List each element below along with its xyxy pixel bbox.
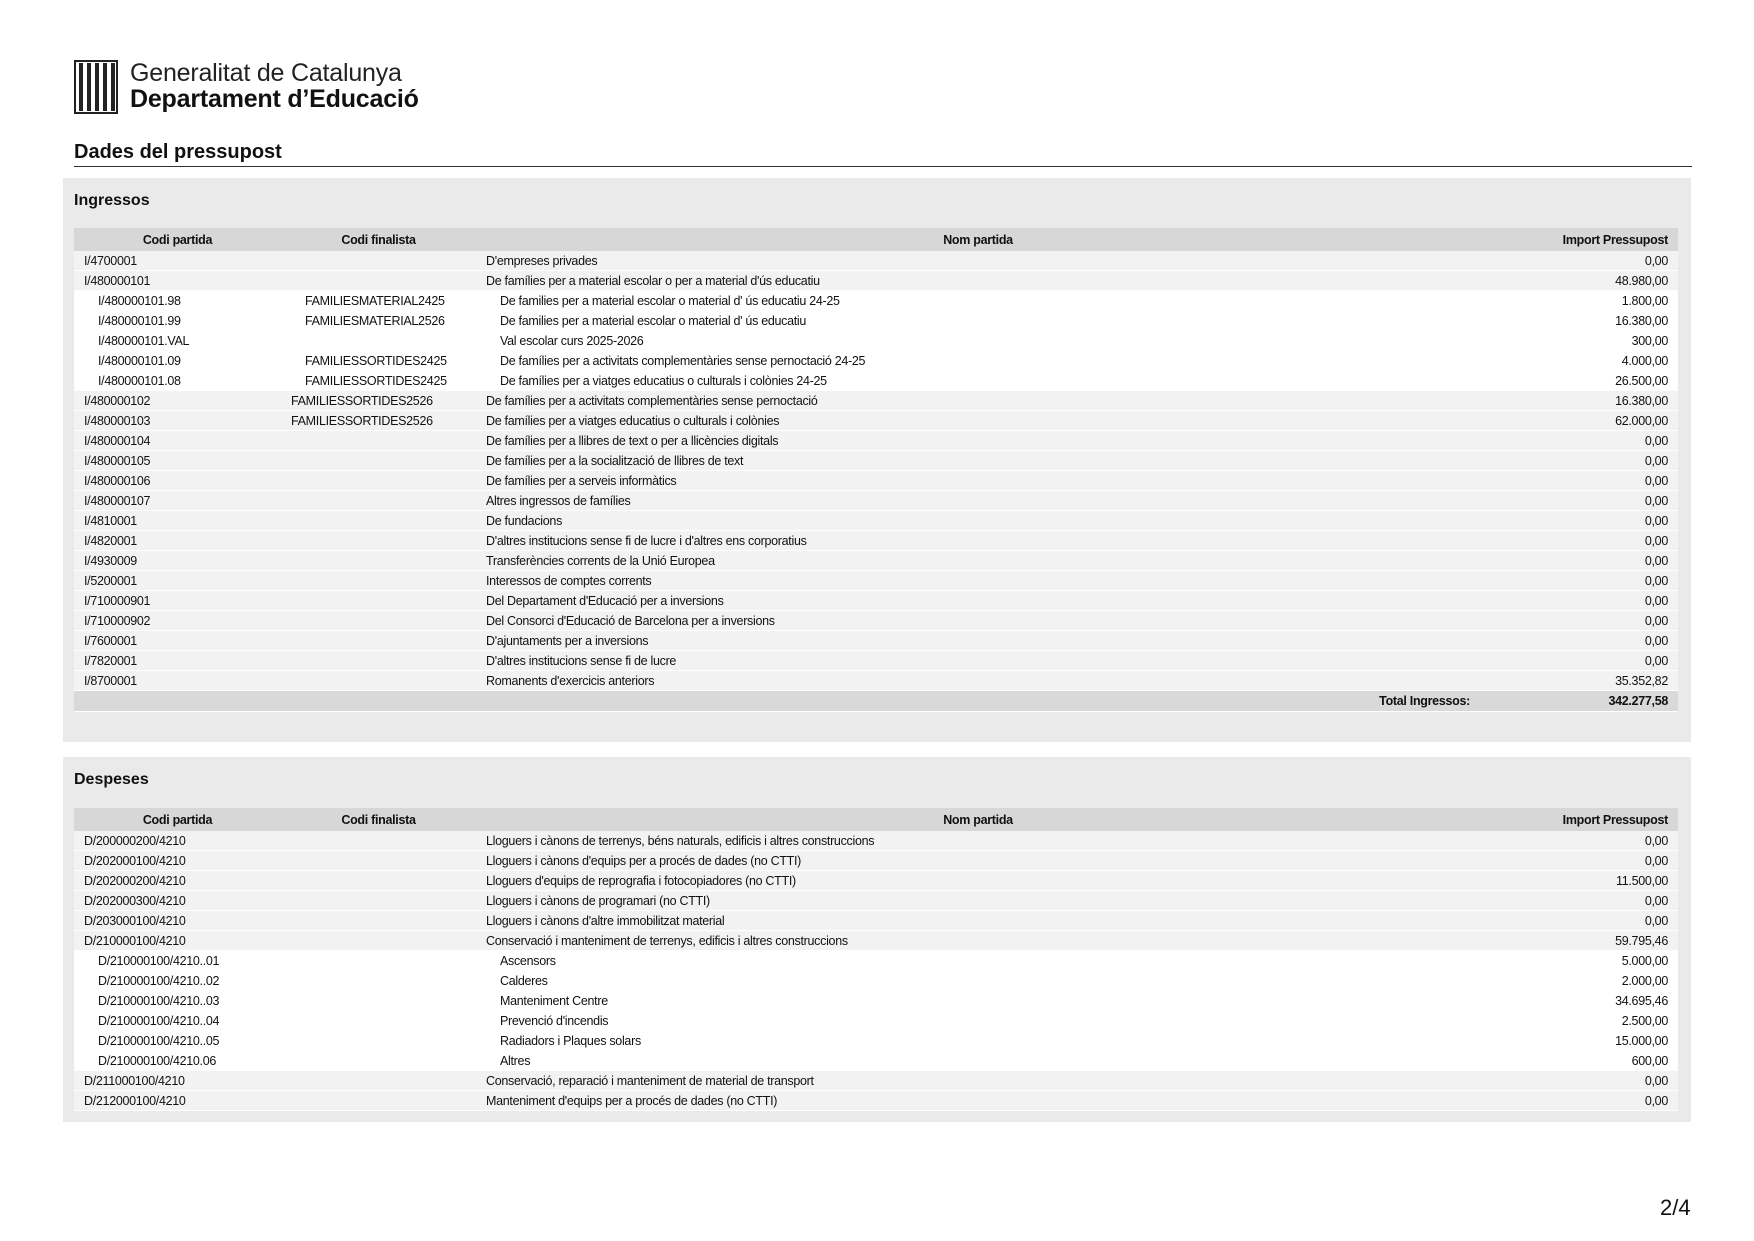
- cell-finalist: [281, 871, 476, 891]
- cell-name: De families per a material escolar o material d' ús educatiu 24-25: [476, 291, 1480, 311]
- cell-amount: 0,00: [1480, 651, 1678, 671]
- cell-name: D'empreses privades: [476, 251, 1480, 271]
- cell-name: Del Departament d'Educació per a inversions: [476, 591, 1480, 611]
- cell-code: D/210000100/4210..02: [74, 971, 281, 991]
- cell-name: D'altres institucions sense fi de lucre i d'altres ens corporatius: [476, 531, 1480, 551]
- cell-code: D/210000100/4210..05: [74, 1031, 281, 1051]
- cell-finalist: [281, 851, 476, 871]
- cell-finalist: [281, 491, 476, 511]
- cell-finalist: [281, 471, 476, 491]
- table-row: [74, 991, 1678, 1011]
- cell-name: Lloguers i cànons d'equips per a procés de dades (no CTTI): [476, 851, 1480, 871]
- cell-code: I/480000101.98: [74, 291, 281, 311]
- cell-code: D/202000200/4210: [74, 871, 281, 891]
- table-row: [74, 531, 1678, 551]
- page-title: Dades del pressupost: [74, 141, 1692, 167]
- cell-code: D/212000100/4210: [74, 1091, 281, 1111]
- cell-code: D/210000100/4210..01: [74, 951, 281, 971]
- total-spacer: [281, 691, 476, 712]
- cell-code: I/480000106: [74, 471, 281, 491]
- cell-finalist: [281, 1031, 476, 1051]
- cell-code: I/4820001: [74, 531, 281, 551]
- cell-amount: 0,00: [1480, 511, 1678, 531]
- table-row: [74, 971, 1678, 991]
- cell-finalist: [281, 331, 476, 351]
- table-row: [74, 931, 1678, 951]
- cell-finalist: [281, 931, 476, 951]
- cell-finalist: [281, 571, 476, 591]
- cell-code: I/480000101: [74, 271, 281, 291]
- page-number: 2/4: [1660, 1195, 1691, 1220]
- cell-code: D/210000100/4210..04: [74, 1011, 281, 1031]
- cell-finalist: FAMILIESMATERIAL2526: [281, 311, 476, 331]
- cell-amount: 0,00: [1480, 471, 1678, 491]
- cell-name: De famílies per a la socialització de llibres de text: [476, 451, 1480, 471]
- cell-amount: 0,00: [1480, 1091, 1678, 1111]
- cell-name: Prevenció d'incendis: [476, 1011, 1480, 1031]
- cell-code: D/203000100/4210: [74, 911, 281, 931]
- table-row: [74, 331, 1678, 351]
- table-header-row: [74, 808, 1678, 831]
- cell-amount: 34.695,46: [1480, 991, 1678, 1011]
- cell-name: Calderes: [476, 971, 1480, 991]
- cell-amount: 0,00: [1480, 431, 1678, 451]
- cell-code: D/210000100/4210.06: [74, 1051, 281, 1071]
- cell-finalist: [281, 591, 476, 611]
- cell-amount: 2.500,00: [1480, 1011, 1678, 1031]
- table-row: [74, 1011, 1678, 1031]
- cell-code: D/210000100/4210: [74, 931, 281, 951]
- cell-amount: 2.000,00: [1480, 971, 1678, 991]
- cell-amount: 59.795,46: [1480, 931, 1678, 951]
- income-table: [74, 228, 1678, 712]
- cell-finalist: [281, 551, 476, 571]
- cell-finalist: [281, 251, 476, 271]
- cell-finalist: FAMILIESSORTIDES2425: [281, 371, 476, 391]
- table-row: [74, 911, 1678, 931]
- cell-code: I/480000101.VAL: [74, 331, 281, 351]
- expenses-section: [63, 757, 1691, 1122]
- table-row: [74, 591, 1678, 611]
- cell-amount: 0,00: [1480, 451, 1678, 471]
- table-row: [74, 411, 1678, 431]
- cell-name: De famílies per a viatges educatius o culturals i colònies: [476, 411, 1480, 431]
- cell-code: I/480000104: [74, 431, 281, 451]
- cell-finalist: FAMILIESSORTIDES2526: [281, 391, 476, 411]
- cell-name: De famílies per a viatges educatius o culturals i colònies 24-25: [476, 371, 1480, 391]
- cell-name: Romanents d'exercicis anteriors: [476, 671, 1480, 691]
- column-header-name: Nom partida: [476, 808, 1480, 831]
- cell-amount: 0,00: [1480, 611, 1678, 631]
- cell-name: De famílies per a llibres de text o per a llicències digitals: [476, 431, 1480, 451]
- cell-name: Interessos de comptes corrents: [476, 571, 1480, 591]
- cell-amount: 62.000,00: [1480, 411, 1678, 431]
- cell-name: Lloguers i cànons d'altre immobilitzat material: [476, 911, 1480, 931]
- cell-finalist: [281, 1071, 476, 1091]
- cell-name: Conservació i manteniment de terrenys, edificis i altres construccions: [476, 931, 1480, 951]
- table-row: [74, 891, 1678, 911]
- cell-finalist: [281, 991, 476, 1011]
- cell-finalist: [281, 651, 476, 671]
- cell-finalist: FAMILIESMATERIAL2425: [281, 291, 476, 311]
- column-header-name: Nom partida: [476, 228, 1480, 251]
- cell-name: D'ajuntaments per a inversions: [476, 631, 1480, 651]
- cell-finalist: [281, 611, 476, 631]
- cell-finalist: FAMILIESSORTIDES2425: [281, 351, 476, 371]
- cell-name: Lloguers d'equips de reprografia i fotocopiadores (no CTTI): [476, 871, 1480, 891]
- cell-name: Lloguers i cànons de programari (no CTTI): [476, 891, 1480, 911]
- total-spacer: [74, 691, 281, 712]
- cell-amount: 11.500,00: [1480, 871, 1678, 891]
- cell-amount: 0,00: [1480, 631, 1678, 651]
- table-row: [74, 651, 1678, 671]
- table-row: [74, 291, 1678, 311]
- cell-finalist: [281, 831, 476, 851]
- cell-finalist: [281, 911, 476, 931]
- table-row: [74, 1091, 1678, 1111]
- table-row: [74, 1071, 1678, 1091]
- cell-amount: 0,00: [1480, 891, 1678, 911]
- column-header-amount: Import Pressupost: [1480, 228, 1678, 251]
- cell-finalist: [281, 631, 476, 651]
- expenses-title: Despeses: [74, 771, 149, 788]
- column-header-amount: Import Pressupost: [1480, 808, 1678, 831]
- cell-code: D/202000100/4210: [74, 851, 281, 871]
- income-section: [63, 178, 1691, 742]
- cell-code: I/480000101.08: [74, 371, 281, 391]
- cell-name: Ascensors: [476, 951, 1480, 971]
- cell-amount: 0,00: [1480, 591, 1678, 611]
- income-total-row: [74, 691, 1678, 712]
- cell-amount: 1.800,00: [1480, 291, 1678, 311]
- expenses-rows: [74, 831, 1678, 1111]
- table-row: [74, 831, 1678, 851]
- table-row: [74, 371, 1678, 391]
- table-row: [74, 871, 1678, 891]
- cell-name: Altres ingressos de famílies: [476, 491, 1480, 511]
- cell-amount: 0,00: [1480, 571, 1678, 591]
- table-row: [74, 351, 1678, 371]
- cell-code: I/710000901: [74, 591, 281, 611]
- cell-finalist: [281, 531, 476, 551]
- cell-amount: 5.000,00: [1480, 951, 1678, 971]
- cell-amount: 0,00: [1480, 491, 1678, 511]
- table-row: [74, 271, 1678, 291]
- income-rows: [74, 251, 1678, 691]
- cell-amount: 48.980,00: [1480, 271, 1678, 291]
- cell-code: I/480000101.09: [74, 351, 281, 371]
- cell-code: I/480000105: [74, 451, 281, 471]
- cell-finalist: [281, 951, 476, 971]
- table-row: [74, 671, 1678, 691]
- table-row: [74, 1051, 1678, 1071]
- cell-amount: 0,00: [1480, 1071, 1678, 1091]
- cell-amount: 0,00: [1480, 911, 1678, 931]
- cell-name: Manteniment d'equips per a procés de dades (no CTTI): [476, 1091, 1480, 1111]
- cell-finalist: [281, 271, 476, 291]
- cell-code: D/211000100/4210: [74, 1071, 281, 1091]
- cell-code: I/5200001: [74, 571, 281, 591]
- logo-text: [130, 60, 419, 112]
- table-row: [74, 571, 1678, 591]
- cell-name: Val escolar curs 2025-2026: [476, 331, 1480, 351]
- column-header-finalist: Codi finalista: [281, 228, 476, 251]
- cell-finalist: [281, 971, 476, 991]
- cell-finalist: [281, 891, 476, 911]
- table-row: [74, 631, 1678, 651]
- cell-name: Altres: [476, 1051, 1480, 1071]
- cell-amount: 0,00: [1480, 831, 1678, 851]
- table-row: [74, 431, 1678, 451]
- cell-amount: 0,00: [1480, 251, 1678, 271]
- cell-name: Lloguers i cànons de terrenys, béns naturals, edificis i altres construccions: [476, 831, 1480, 851]
- column-header-code: Codi partida: [74, 228, 281, 251]
- cell-finalist: [281, 1091, 476, 1111]
- cell-amount: 0,00: [1480, 551, 1678, 571]
- cell-amount: 16.380,00: [1480, 311, 1678, 331]
- cell-finalist: [281, 671, 476, 691]
- cell-code: I/7820001: [74, 651, 281, 671]
- cell-amount: 35.352,82: [1480, 671, 1678, 691]
- table-row: [74, 951, 1678, 971]
- cell-finalist: [281, 511, 476, 531]
- cell-code: D/210000100/4210..03: [74, 991, 281, 1011]
- table-row: [74, 471, 1678, 491]
- table-row: [74, 491, 1678, 511]
- cell-name: Radiadors i Plaques solars: [476, 1031, 1480, 1051]
- table-row: [74, 611, 1678, 631]
- table-row: [74, 511, 1678, 531]
- table-row: [74, 251, 1678, 271]
- cell-name: Manteniment Centre: [476, 991, 1480, 1011]
- expenses-table: [74, 808, 1678, 1111]
- cell-code: I/710000902: [74, 611, 281, 631]
- column-header-code: Codi partida: [74, 808, 281, 831]
- cell-name: De fundacions: [476, 511, 1480, 531]
- org-name: Generalitat de Catalunya: [130, 59, 402, 87]
- table-row: [74, 311, 1678, 331]
- logo: [74, 60, 419, 114]
- cell-code: I/480000101.99: [74, 311, 281, 331]
- table-row: [74, 391, 1678, 411]
- cell-name: Del Consorci d'Educació de Barcelona per a inversions: [476, 611, 1480, 631]
- cell-amount: 4.000,00: [1480, 351, 1678, 371]
- table-row: [74, 451, 1678, 471]
- column-header-finalist: Codi finalista: [281, 808, 476, 831]
- table-header-row: [74, 228, 1678, 251]
- department-name: Departament d’Educació: [130, 85, 419, 113]
- cell-code: I/4810001: [74, 511, 281, 531]
- cell-amount: 15.000,00: [1480, 1031, 1678, 1051]
- cell-name: De famílies per a activitats complementàries sense pernoctació: [476, 391, 1480, 411]
- cell-amount: 16.380,00: [1480, 391, 1678, 411]
- cell-code: I/480000102: [74, 391, 281, 411]
- cell-code: I/7600001: [74, 631, 281, 651]
- total-value: 342.277,58: [1480, 691, 1678, 712]
- cell-amount: 600,00: [1480, 1051, 1678, 1071]
- cell-name: De famílies per a serveis informàtics: [476, 471, 1480, 491]
- cell-code: I/4700001: [74, 251, 281, 271]
- cell-name: Transferències corrents de la Unió Europea: [476, 551, 1480, 571]
- cell-finalist: [281, 431, 476, 451]
- cell-code: I/480000103: [74, 411, 281, 431]
- cell-amount: 0,00: [1480, 531, 1678, 551]
- cell-finalist: [281, 1051, 476, 1071]
- cell-code: I/4930009: [74, 551, 281, 571]
- cell-finalist: FAMILIESSORTIDES2526: [281, 411, 476, 431]
- cell-code: I/8700001: [74, 671, 281, 691]
- table-row: [74, 1031, 1678, 1051]
- cell-name: Conservació, reparació i manteniment de material de transport: [476, 1071, 1480, 1091]
- cell-finalist: [281, 451, 476, 471]
- cell-name: D'altres institucions sense fi de lucre: [476, 651, 1480, 671]
- cell-code: D/202000300/4210: [74, 891, 281, 911]
- cell-amount: 300,00: [1480, 331, 1678, 351]
- cell-name: De families per a material escolar o material d' ús educatiu: [476, 311, 1480, 331]
- income-title: Ingressos: [74, 192, 150, 209]
- cell-finalist: [281, 1011, 476, 1031]
- cell-name: De famílies per a material escolar o per a material d'ús educatiu: [476, 271, 1480, 291]
- cell-code: I/480000107: [74, 491, 281, 511]
- generalitat-logo-icon: [74, 60, 118, 114]
- total-label: Total Ingressos:: [476, 691, 1480, 712]
- cell-amount: 0,00: [1480, 851, 1678, 871]
- cell-code: D/200000200/4210: [74, 831, 281, 851]
- table-row: [74, 851, 1678, 871]
- table-row: [74, 551, 1678, 571]
- cell-amount: 26.500,00: [1480, 371, 1678, 391]
- cell-name: De famílies per a activitats complementàries sense pernoctació 24-25: [476, 351, 1480, 371]
